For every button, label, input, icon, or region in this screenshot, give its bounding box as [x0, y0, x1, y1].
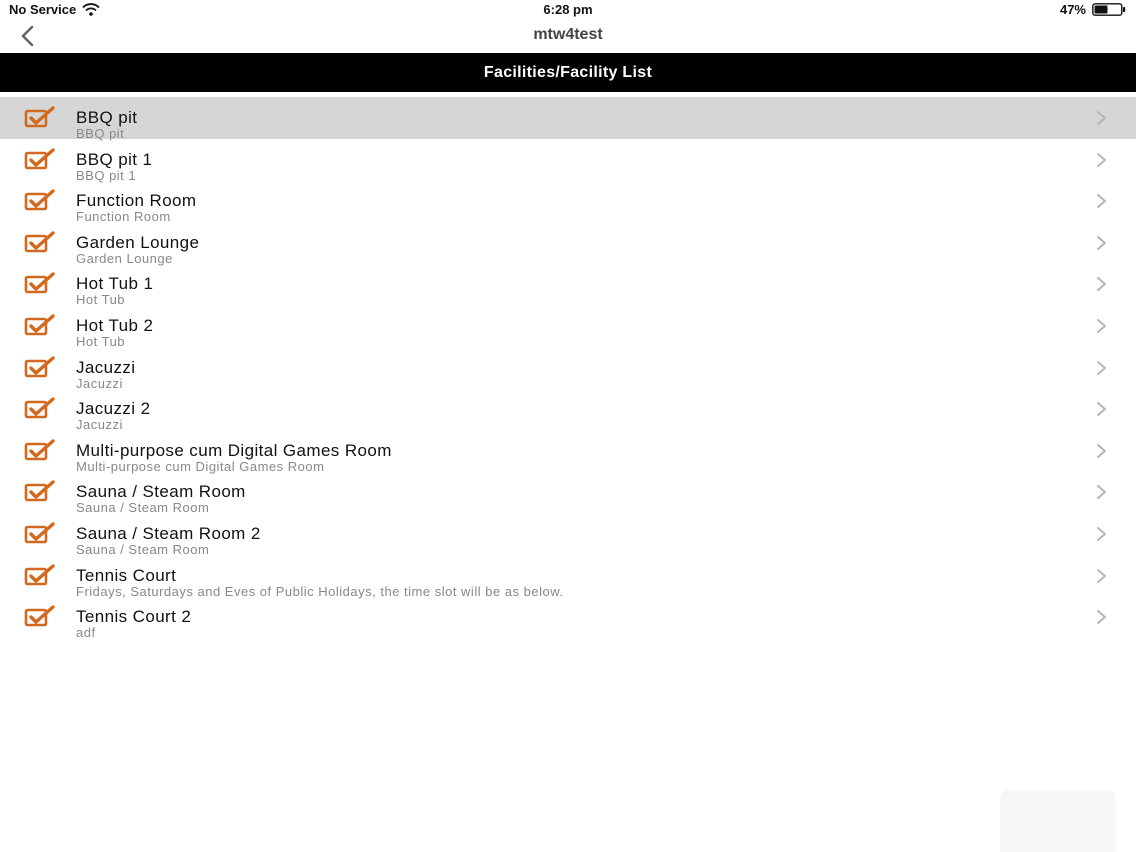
facility-subtitle: adf — [76, 625, 96, 641]
chevron-right-icon — [1096, 193, 1108, 209]
battery-percent: 47% — [1059, 2, 1086, 17]
status-right — [1060, 2, 1126, 17]
battery-icon — [1092, 3, 1126, 16]
facility-subtitle: Garden Lounge — [76, 250, 173, 266]
list-item[interactable] — [0, 305, 1136, 347]
checkbox-checked-icon[interactable] — [24, 314, 56, 336]
list-item[interactable] — [0, 430, 1136, 472]
checkbox-checked-icon[interactable] — [24, 356, 56, 378]
chevron-right-icon — [1096, 318, 1108, 334]
checkbox-checked-icon[interactable] — [24, 106, 56, 128]
checkbox-checked-icon[interactable] — [24, 148, 56, 170]
facility-subtitle: Multi-purpose cum Digital Games Room — [76, 458, 325, 474]
checkbox-checked-icon[interactable] — [24, 231, 56, 253]
list-item[interactable] — [0, 97, 1136, 139]
facility-subtitle: BBQ pit 1 — [76, 167, 137, 183]
list-item[interactable] — [0, 139, 1136, 181]
facility-title: BBQ pit 1 — [76, 149, 153, 169]
facility-title: Multi-purpose cum Digital Games Room — [76, 440, 392, 460]
carrier-label: No Service — [9, 2, 77, 17]
facility-subtitle: Function Room — [76, 209, 171, 225]
facility-title: Jacuzzi — [76, 357, 136, 377]
facility-title: Jacuzzi 2 — [76, 399, 151, 419]
facility-subtitle: Jacuzzi — [76, 375, 123, 391]
facility-title: Tennis Court — [76, 565, 177, 585]
facility-subtitle: Hot Tub — [76, 333, 126, 349]
chevron-right-icon — [1096, 609, 1108, 625]
facility-subtitle: Sauna / Steam Room — [76, 500, 210, 516]
checkbox-checked-icon[interactable] — [24, 189, 56, 211]
navigation-bar — [0, 18, 1136, 53]
faded-overlay — [1000, 790, 1116, 852]
status-bar — [0, 0, 1136, 18]
checkbox-checked-icon[interactable] — [24, 272, 56, 294]
facility-title: Sauna / Steam Room 2 — [76, 523, 261, 543]
chevron-right-icon — [1096, 443, 1108, 459]
list-item[interactable] — [0, 471, 1136, 516]
chevron-right-icon — [1096, 484, 1108, 500]
list-item[interactable] — [0, 180, 1136, 225]
section-header: Facilities/Facility List — [0, 53, 1136, 92]
facility-title: Sauna / Steam Room — [76, 482, 246, 502]
list-item[interactable] — [0, 596, 1136, 641]
facility-title: Garden Lounge — [76, 232, 200, 252]
checkbox-checked-icon[interactable] — [24, 522, 56, 544]
facility-subtitle: Hot Tub — [76, 292, 126, 308]
nav-title: mtw4test — [533, 26, 603, 43]
list-item[interactable] — [0, 222, 1136, 264]
checkbox-checked-icon[interactable] — [24, 564, 56, 586]
chevron-right-icon — [1096, 276, 1108, 292]
facility-title: Function Room — [76, 191, 197, 211]
list-item[interactable] — [0, 513, 1136, 555]
facility-subtitle: Jacuzzi — [76, 417, 123, 433]
chevron-right-icon — [1096, 568, 1108, 584]
checkbox-checked-icon[interactable] — [24, 397, 56, 419]
facility-subtitle: BBQ pit — [76, 126, 125, 141]
facility-title: Hot Tub 2 — [76, 315, 154, 335]
list-item[interactable] — [0, 388, 1136, 433]
facility-subtitle: Fridays, Saturdays and Eves of Public Holidays, the time slot will be as below. — [76, 583, 564, 599]
chevron-right-icon — [1096, 235, 1108, 251]
facility-subtitle: Sauna / Steam Room — [76, 541, 210, 557]
chevron-right-icon — [1096, 110, 1108, 126]
checkbox-checked-icon[interactable] — [24, 439, 56, 461]
facility-title: Hot Tub 1 — [76, 274, 154, 294]
facility-title: BBQ pit — [76, 108, 138, 127]
checkbox-checked-icon[interactable] — [24, 605, 56, 627]
list-item[interactable] — [0, 347, 1136, 389]
list-item[interactable] — [0, 555, 1136, 597]
chevron-right-icon — [1096, 360, 1108, 376]
chevron-right-icon — [1096, 152, 1108, 168]
clock: 6:28 pm — [543, 2, 593, 17]
facility-list — [0, 97, 1136, 641]
checkbox-checked-icon[interactable] — [24, 480, 56, 502]
list-item[interactable] — [0, 263, 1136, 308]
chevron-right-icon — [1096, 401, 1108, 417]
facility-title: Tennis Court 2 — [76, 607, 192, 627]
chevron-right-icon — [1096, 526, 1108, 542]
